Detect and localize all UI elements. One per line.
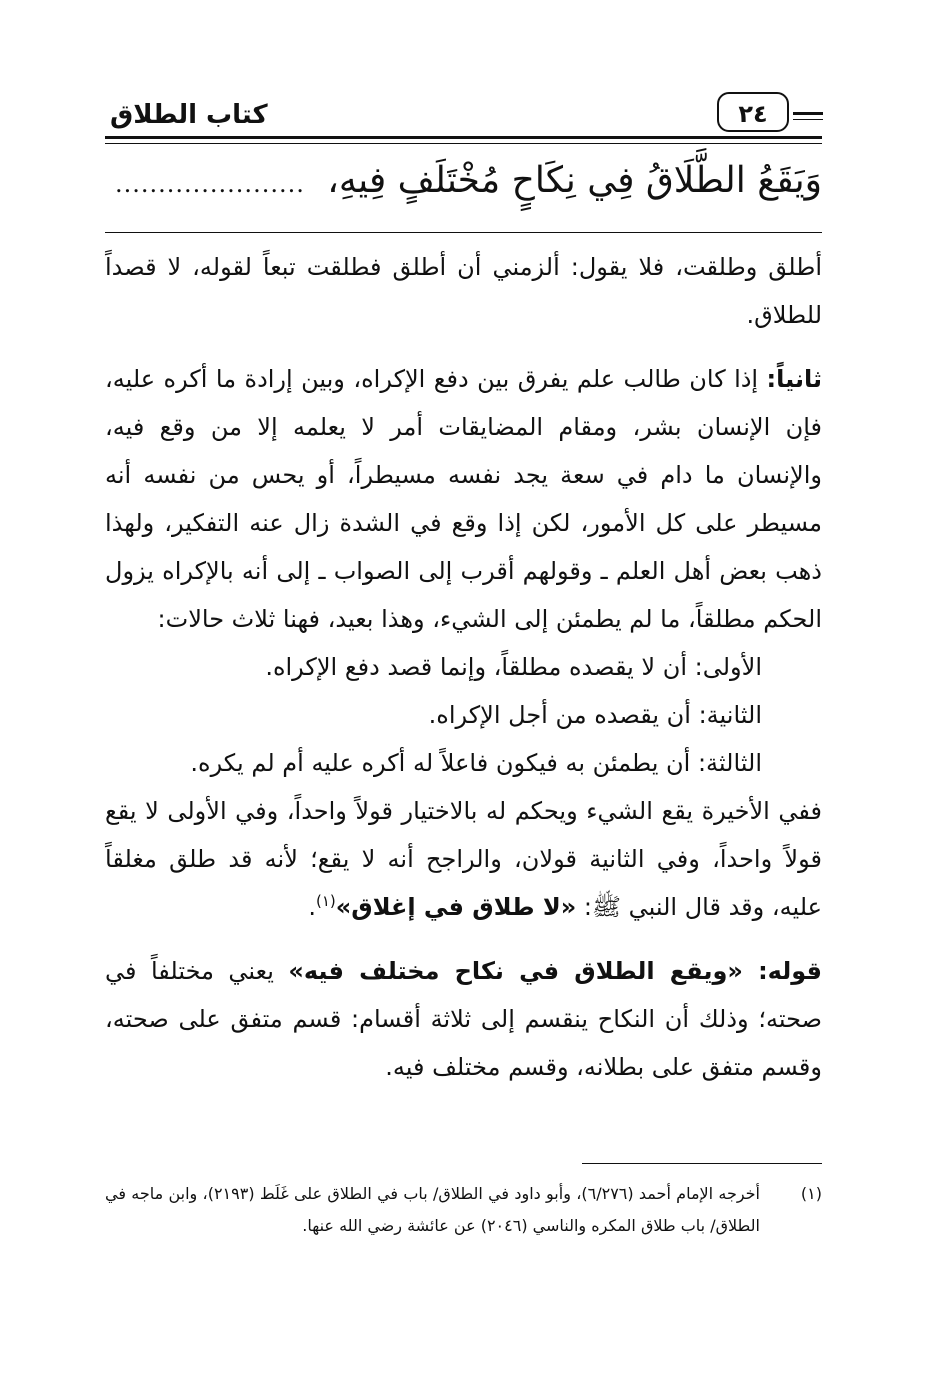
matn-divider <box>105 232 822 233</box>
paragraph-4-lead: قوله: «ويقع الطلاق في نكاح مختلف فيه» <box>288 957 822 985</box>
hadith-quote: «لا طلاق في إغلاق» <box>335 893 577 921</box>
page-number: ٢٤ <box>717 92 789 132</box>
header-ornament-line <box>793 112 823 115</box>
case-1: الأولى: أن لا يقصده مطلقاً، وإنما قصد دفع الإكراه. <box>265 653 762 681</box>
book-title: كتاب الطلاق <box>110 100 268 130</box>
body-text <box>105 243 822 1091</box>
paragraph-2-text: إذا كان طالب علم يفرق بين دفع الإكراه، وبين إرادة ما أكره عليه، فإن الإنسان بشر، ومقام المضايقات أمر لا يعلمه إلا من وقع فيه، والإنسان ما دام في سعة يجد نفسه مسيطراً، أو يحس من نفسه أنه مسيطر على كل الأمور، لكن إذا وقع في الشدة زال عنه التفكير، ولهذا ذهب بعض أهل العلم ـ وقولهم أقرب إلى الصواب ـ إلى أنه بالإكراه يزول الحكم مطلقاً، ما لم يطمئن إلى الشيء، وهذا بعيد، فهنا ثلاث حالات: <box>105 365 822 633</box>
footnote-text: أخرجه الإمام أحمد (٦/٢٧٦)، وأبو داود في الطلاق/ باب في الطلاق على غَلَط (٢١٩٣)، وابن ماجه في الطلاق/ باب طلاق المكره والناسي (٢٠٤٦) عن عائشة رضي الله عنها. <box>105 1184 760 1235</box>
paragraph-3-end: . <box>308 893 316 921</box>
matn-dots: ...................... <box>115 170 305 198</box>
footnote-ref[interactable]: (١) <box>315 892 336 910</box>
case-2: الثانية: أن يقصده من أجل الإكراه. <box>428 701 762 729</box>
header-ornament-line-thin <box>793 119 823 120</box>
paragraph-4 <box>105 947 822 1091</box>
header-rule-thick <box>105 136 822 139</box>
header-rule-thin <box>105 143 822 144</box>
paragraph-1 <box>105 243 822 339</box>
matn-line <box>105 160 822 220</box>
paragraph-3-text: ففي الأخيرة يقع الشيء ويحكم له بالاختيار قولاً واحداً، وفي الأولى لا يقع قولاً واحداً، وفي الثانية قولان، والراجح أنه لا يقع؛ لأنه قد طلق مغلقاً عليه، وقد قال النبي ﷺ: <box>105 797 822 921</box>
matn-text: وَيَقَعُ الطَّلَاقُ فِي نِكَاحٍ مُخْتَلَفٍ فِيهِ، <box>327 160 822 201</box>
case-3: الثالثة: أن يطمئن به فيكون فاعلاً له أكره عليه أم لم يكره. <box>190 749 762 777</box>
paragraph-1-text: أطلق وطلقت، فلا يقول: ألزمني أن أطلق فطلقت تبعاً لقوله، لا قصداً للطلاق. <box>105 253 822 329</box>
footnote-number: (١) <box>800 1184 822 1203</box>
footnote-divider <box>582 1163 822 1164</box>
paragraph-3 <box>105 787 822 931</box>
paragraph-4-text: يعني مختلفاً في صحته؛ وذلك أن النكاح ينقسم إلى ثلاثة أقسام: قسم متفق على صحته، وقسم متفق على بطلانه، وقسم مختلف فيه. <box>105 957 822 1081</box>
footnote <box>105 1178 822 1242</box>
paragraph-2 <box>105 355 822 643</box>
running-header <box>105 86 822 146</box>
paragraph-2-lead: ثانياً: <box>766 365 822 393</box>
